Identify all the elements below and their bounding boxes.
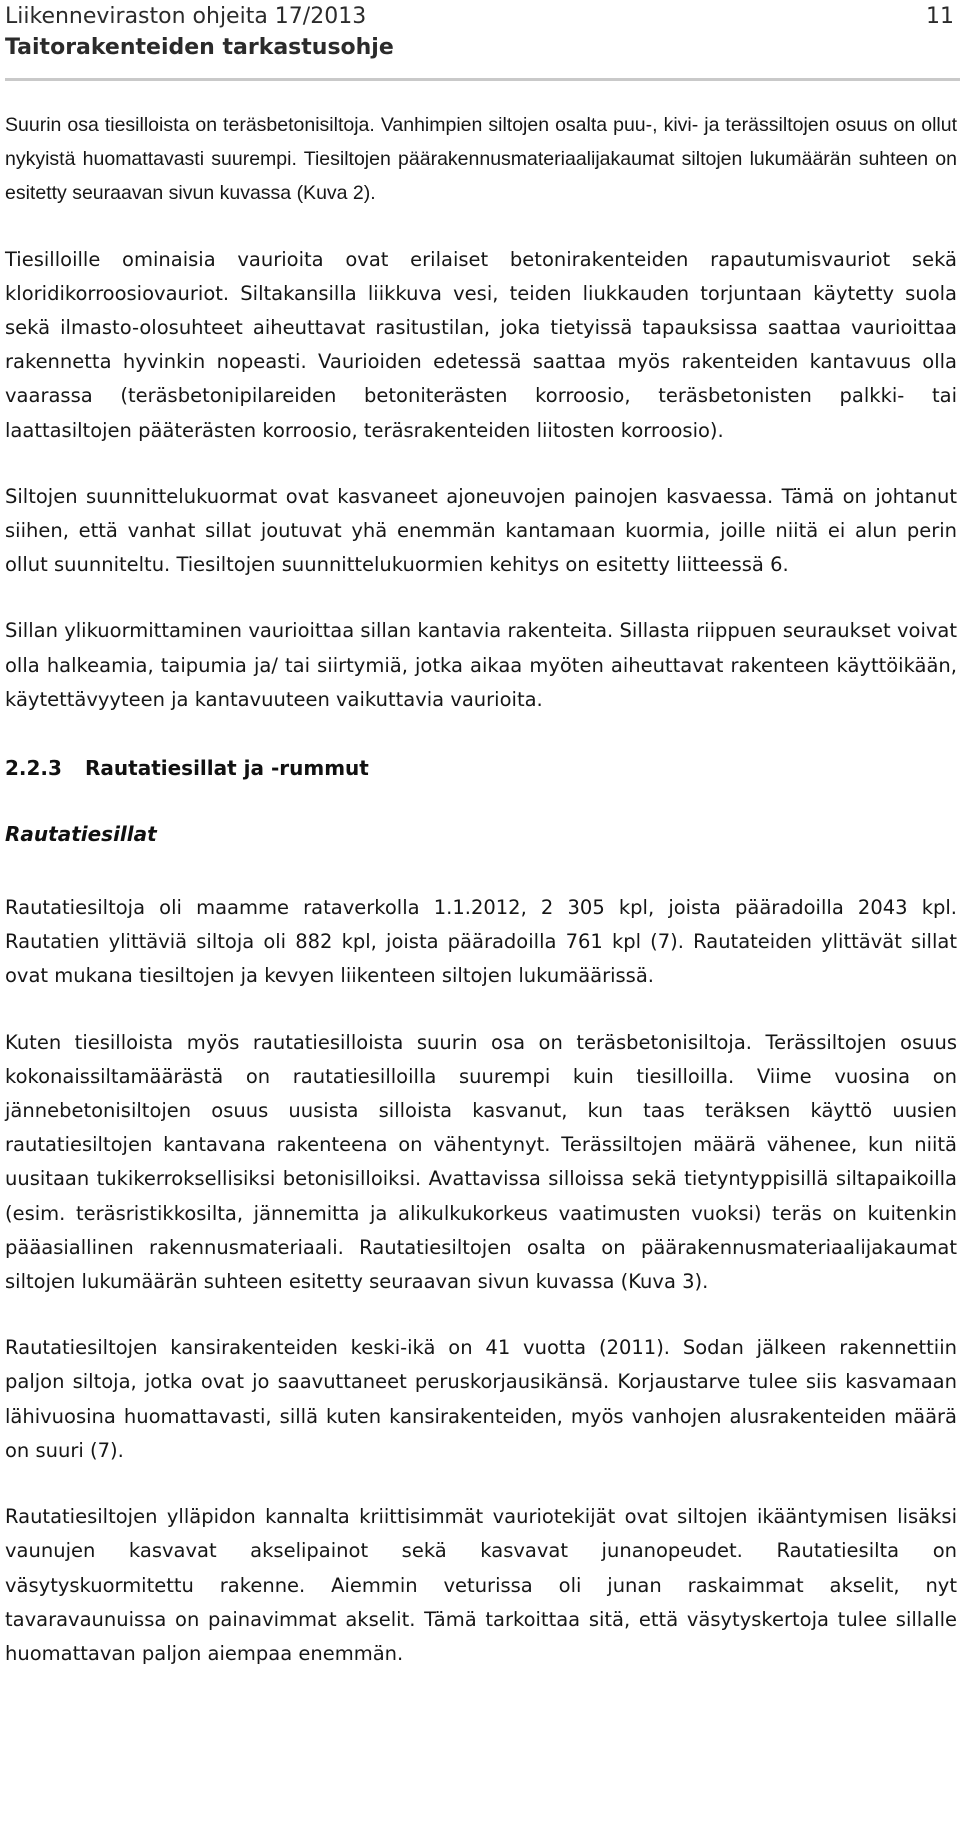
page-number: 11	[926, 4, 954, 29]
paragraph: Sillan ylikuormittaminen vaurioittaa sillan kantavia rakenteita. Sillasta riippuen seuraukset voivat olla halkeamia, taipumia ja/ tai siirtymiä, jotka aikaa myöten aiheuttavat rakenteen käyttöikään, käytettävyyteen ja kantavuuteen vaikuttavia vaurioita.	[5, 619, 957, 711]
section-heading	[5, 751, 957, 785]
subsection-heading: Rautatiesillat	[5, 822, 157, 847]
paragraph: Tiesilloille ominaisia vaurioita ovat erilaiset betonirakenteiden rapautumisvauriot sekä kloridikorroosiovauriot. Siltakansilla liikkuva vesi, teiden liukkauden torjuntaan käytetty suola sekä ilmasto-olosuhteet aiheuttavat rasitustilan, joka tietyissä tapauksissa saattaa vaurioittaa rakennetta hyvinkin nopeasti. Vaurioiden edetessä saattaa myös rakenteiden kantavuus olla vaarassa (teräsbetonipilareiden betoniterästen korroosio, teräsbetonisten palkki- tai laattasiltojen pääterästen korroosio, teräsrakenteiden liitosten korroosio).	[5, 247, 957, 442]
paragraph: Kuten tiesilloista myös rautatiesilloista suurin osa on teräsbetonisiltoja. Terässiltojen osuus kokonaissiltamäärästä on rautatiesilloilla suurempi kuin tiesilloilla. Viime vuosina on jännebetonisiltojen osuus uusista silloista kasvanut, kun taas teräksen käyttö uusien rautatiesiltojen kantavana rakenteena on vähentynyt. Terässiltojen määrä vähenee, kun niitä uusitaan tukikerroksellisiksi betonisilloiksi. Avattavissa silloissa sekä tietyntyppisillä siltapaikoilla (esim. teräsristikkosilta, jännemitta ja alikulkukorkeus vaatimusten vuoksi) teräs on kuitenkin pääasiallinen rakennusmateriaali. Rautatiesiltojen osalta on päärakennusmateriaalijakaumat siltojen lukumäärän suhteen esitetty seuraavan sivun kuvassa (Kuva 3).	[5, 1030, 957, 1294]
paragraph: Rautatiesiltojen kansirakenteiden keski-ikä on 41 vuotta (2011). Sodan jälkeen rakennettiin paljon siltoja, jotka ovat jo saavuttaneet peruskorjausikänsä. Korjaustarve tulee siis kasvamaan lähivuosina huomattavasti, sillä kuten kansirakenteiden, myös vanhojen alusrakenteiden määrä on suuri (7).	[5, 1336, 957, 1462]
page-body	[5, 108, 957, 1703]
publication-title: Liikenneviraston ohjeita 17/2013	[5, 4, 367, 29]
paragraph: Rautatiesiltojen ylläpidon kannalta kriittisimmät vauriotekijät ovat siltojen ikääntymisen lisäksi vaunujen kasvavat akselipainot sekä kasvavat junanopeudet. Rautatiesilta on väsytyskuormitettu rakenne. Aiemmin veturissa oli junan raskaimmat akselit, nyt tavaravaunuissa on painavimmat akselit. Tämä tarkoittaa sitä, että väsytyskertoja tulee sillalle huomattavan paljon aiempaa enemmän.	[5, 1505, 957, 1665]
document-title: Taitorakenteiden tarkastusohje	[5, 35, 394, 60]
header-divider	[5, 78, 960, 81]
section-title: Rautatiesillat ja -rummut	[85, 756, 369, 781]
page-header	[5, 2, 960, 82]
paragraph: Rautatiesiltoja oli maamme rataverkolla 1.1.2012, 2 305 kpl, joista pääradoilla 2043 kpl. Rautatien ylittäviä siltoja oli 882 kpl, joista pääradoilla 761 kpl (7). Rautateiden ylittävät sillat ovat mukana tiesiltojen ja kevyen liikenteen siltojen lukumäärissä.	[5, 896, 957, 988]
section-number: 2.2.3	[5, 756, 62, 781]
paragraph: Siltojen suunnittelukuormat ovat kasvaneet ajoneuvojen painojen kasvaessa. Tämä on johtanut siihen, että vanhat sillat joutuvat yhä enemmän kantamaan kuormia, joille niitä ei alun perin ollut suunniteltu. Tiesiltojen suunnittelukuormien kehitys on esitetty liitteessä 6.	[5, 484, 957, 577]
paragraph: Suurin osa tiesilloista on teräsbetonisiltoja. Vanhimpien siltojen osalta puu-, kivi- ja terässiltojen osuus on ollut nykyistä huomattavasti suurempi. Tiesiltojen päärakennusmateriaalijakaumat siltojen lukumäärän suhteen on esitetty seuraavan sivun kuvassa (Kuva 2).	[5, 114, 957, 205]
